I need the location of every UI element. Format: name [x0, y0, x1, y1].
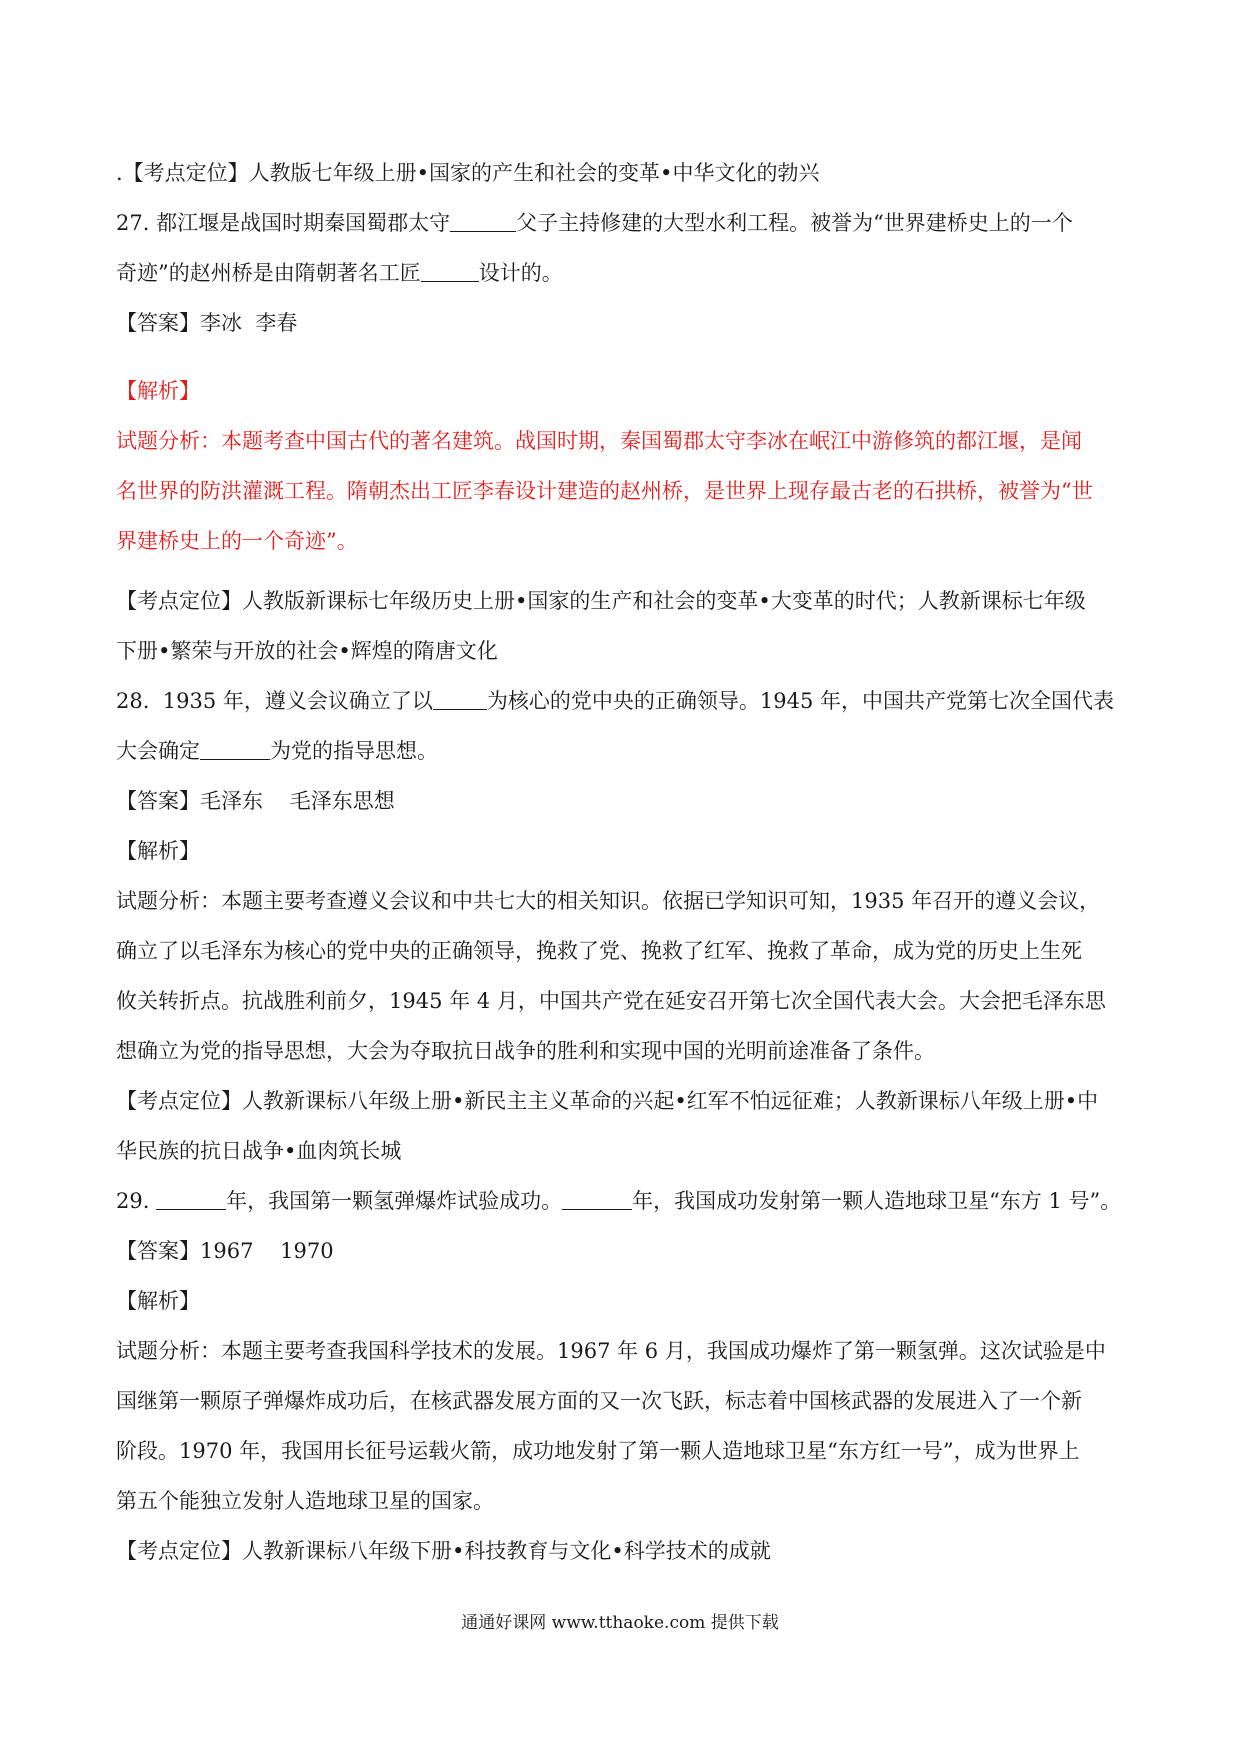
q27-text-a: 27. 都江堰是战国时期秦国蜀郡太守: [116, 211, 451, 235]
q29-jiexi-heading: 【解析】: [116, 1289, 200, 1313]
q27-text-b: 父子主持修建的大型水利工程。被誉为“世界建桥史上的一个: [516, 211, 1073, 235]
q27-kaodian-1: 【考点定位】人教版新课标七年级历史上册•国家的生产和社会的变革•大变革的时代；人教新课标七年级: [116, 589, 1086, 613]
q27-line2: [116, 248, 1130, 298]
q29-blank-2: [562, 1188, 632, 1210]
kaodian-top: .【考点定位】人教版七年级上册•国家的产生和社会的变革•中华文化的勃兴: [116, 161, 820, 185]
q28-kaodian-1: 【考点定位】人教新课标八年级上册•新民主主义革命的兴起•红军不怕远征难；人教新课标八年级上册•中: [116, 1089, 1099, 1113]
q29-kaodian-1: 【考点定位】人教新课标八年级下册•科技教育与文化•科学技术的成就: [116, 1539, 771, 1563]
q28-answer: 【答案】毛泽东 毛泽东思想: [116, 789, 395, 813]
q29-blank-1: [156, 1188, 226, 1210]
q28-kaodian-2: 华民族的抗日战争•血肉筑长城: [116, 1139, 402, 1163]
q28-text-a: 28. 1935 年，遵义会议确立了以: [116, 689, 433, 713]
q28-line2: [116, 726, 1130, 776]
q27-line1: [116, 198, 1130, 248]
q28-analysis-2: 确立了以毛泽东为核心的党中央的正确领导，挽救了党、挽救了红军、挽救了革命，成为党的历史上生死: [116, 939, 1082, 963]
q27-analysis-1: 试题分析：本题考查中国古代的著名建筑。战国时期，秦国蜀郡太守李冰在岷江中游修筑的都江堰，是闻: [116, 429, 1082, 453]
q28-analysis-3: 攸关转折点。抗战胜利前夕，1945 年 4 月，中国共产党在延安召开第七次全国代表大会。大会把毛泽东思: [116, 989, 1106, 1013]
page-footer: 通通好课网 www.tthaoke.com 提供下载: [461, 1613, 779, 1633]
q28-text-d: 为党的指导思想。: [270, 739, 438, 763]
q27-analysis-2: 名世界的防洪灌溉工程。隋朝杰出工匠李春设计建造的赵州桥，是世界上现存最古老的石拱桥，被誉为“世: [116, 479, 1093, 503]
q29-analysis-1: 试题分析：本题主要考查我国科学技术的发展。1967 年 6 月，我国成功爆炸了第一颗氢弹。这次试验是中: [116, 1339, 1106, 1363]
q29-text-a: 29.: [116, 1189, 157, 1213]
q29-analysis-4: 第五个能独立发射人造地球卫星的国家。: [116, 1489, 494, 1513]
q27-answer: 【答案】李冰 李春: [116, 311, 298, 335]
q29-answer: 【答案】1967 1970: [116, 1239, 334, 1263]
q29-text-b: 年，我国第一颗氢弹爆炸试验成功。: [226, 1189, 563, 1213]
q29-analysis-3: 阶段。1970 年，我国用长征号运载火箭，成功地发射了第一颗人造地球卫星“东方红一号”，成为世界上: [116, 1439, 1080, 1463]
q28-line1: [116, 676, 1130, 726]
q28-blank-2: [200, 738, 270, 760]
q28-analysis-4: 想确立为党的指导思想，大会为夺取抗日战争的胜利和实现中国的光明前途准备了条件。: [116, 1039, 935, 1063]
q29-text-c: 年，我国成功发射第一颗人造地球卫星“东方 1 号”。: [632, 1189, 1122, 1213]
q27-analysis-3: 界建桥史上的一个奇迹”。: [116, 529, 358, 553]
q29-analysis-2: 国继第一颗原子弹爆炸成功后，在核武器发展方面的又一次飞跃，标志着中国核武器的发展进入了一个新: [116, 1389, 1082, 1413]
q28-analysis-1: 试题分析：本题主要考查遵义会议和中共七大的相关知识。依据已学知识可知，1935 年召开的遵义会议，: [116, 889, 1101, 913]
q27-text-d: 设计的。: [478, 261, 563, 285]
q27-text-c: 奇迹”的赵州桥是由隋朝著名工匠: [116, 261, 421, 285]
q28-text-c: 大会确定: [116, 739, 200, 763]
q27-kaodian-2: 下册•繁荣与开放的社会•辉煌的隋唐文化: [116, 639, 498, 663]
q28-text-b: 为核心的党中央的正确领导。1945 年，中国共产党第七次全国代表: [486, 689, 1114, 713]
q27-blank-2: [421, 260, 479, 282]
q29-line1: [116, 1176, 1130, 1226]
q28-jiexi-heading: 【解析】: [116, 839, 200, 863]
q27-jiexi-heading: 【解析】: [116, 379, 200, 403]
q28-blank-1: [433, 688, 487, 710]
q27-blank-1: [450, 210, 516, 232]
